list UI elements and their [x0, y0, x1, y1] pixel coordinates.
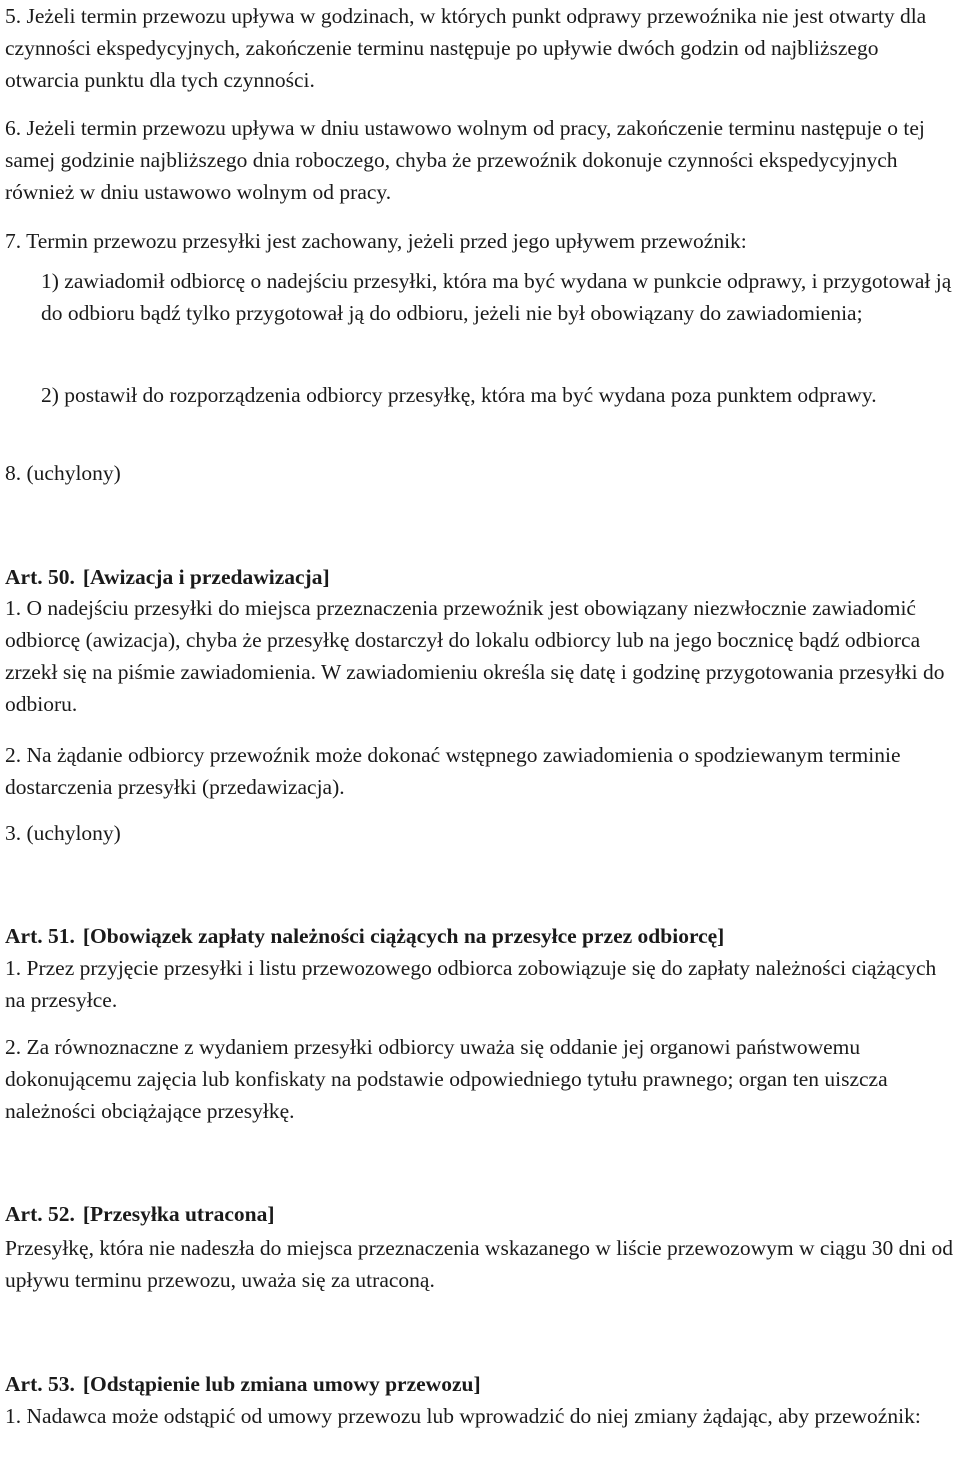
article-label: Art. — [5, 1372, 43, 1396]
article-53-heading — [0, 1368, 481, 1400]
article-50-paragraph-1: 1. O nadejściu przesyłki do miejsca przeznaczenia przewoźnik jest obowiązany niezwłocznie zawiadomić odbiorcę (awizacja), chyba że przesyłkę dostarczył do lokalu odbiorcy lub na jego bocznicę bądź odbiorca zrzekł się na piśmie zawiadomienia. W zawiadomieniu określa się datę i godzinę przygotowania przesyłki do odbioru. — [5, 596, 945, 716]
article-51-paragraph-2: 2. Za równoznaczne z wydaniem przesyłki odbiorcy uważa się oddanie jej organowi państwowemu dokonującemu zajęcia lub konfiskaty na podstawie odpowiedniego tytułu prawnego; organ ten uiszcza należności obciążające przesyłkę. — [5, 1035, 888, 1123]
article-51-heading — [0, 920, 724, 952]
article-number: 51. — [47, 924, 75, 948]
paragraph-7: 7. Termin przewozu przesyłki jest zachowany, jeżeli przed jego upływem przewoźnik: — [5, 229, 747, 253]
article-50-heading — [0, 561, 330, 593]
article-number: 52. — [47, 1202, 75, 1226]
article-52-heading — [0, 1198, 275, 1230]
article-label: Art. — [5, 924, 43, 948]
article-title: [Obowiązek zapłaty należności ciążących na przesyłce przez odbiorcę] — [82, 924, 725, 948]
article-number: 50. — [47, 565, 75, 589]
paragraph-7-point-1: 1) zawiadomił odbiorcę o nadejściu przesyłki, która ma być wydana w punkcie odprawy, i przygotował ją do odbioru bądź tylko przygotował ją do odbioru, jeżeli nie był obowiązany do zawiadomienia; — [41, 269, 952, 325]
article-label: Art. — [5, 1202, 43, 1226]
paragraph-7-point-2: 2) postawił do rozporządzenia odbiorcy przesyłkę, która ma być wydana poza punktem odprawy. — [41, 383, 877, 407]
article-number: 53. — [47, 1372, 75, 1396]
article-51-paragraph-1: 1. Przez przyjęcie przesyłki i listu przewozowego odbiorca zobowiązuje się do zapłaty należności ciążących na przesyłce. — [5, 956, 937, 1012]
article-title: [Odstąpienie lub zmiana umowy przewozu] — [82, 1372, 481, 1396]
article-53-paragraph-1: 1. Nadawca może odstąpić od umowy przewozu lub wprowadzić do niej zmiany żądając, aby przewoźnik: — [5, 1404, 921, 1428]
article-title: [Przesyłka utracona] — [82, 1202, 275, 1226]
paragraph-8: 8. (uchylony) — [5, 461, 121, 485]
article-50-paragraph-2: 2. Na żądanie odbiorcy przewoźnik może dokonać wstępnego zawiadomienia o spodziewanym terminie dostarczenia przesyłki (przedawizacja). — [5, 743, 901, 799]
paragraph-6: 6. Jeżeli termin przewozu upływa w dniu ustawowo wolnym od pracy, zakończenie terminu następuje o tej samej godzinie najbliższego dnia roboczego, chyba że przewoźnik dokonuje czynności ekspedycyjnych również w dniu ustawowo wolnym od pracy. — [5, 116, 925, 204]
article-title: [Awizacja i przedawizacja] — [82, 565, 330, 589]
article-label: Art. — [5, 565, 43, 589]
article-52-paragraph-1: Przesyłkę, która nie nadeszła do miejsca przeznaczenia wskazanego w liście przewozowym w ciągu 30 dni od upływu terminu przewozu, uważa się za utraconą. — [5, 1236, 954, 1292]
paragraph-5: 5. Jeżeli termin przewozu upływa w godzinach, w których punkt odprawy przewoźnika nie jest otwarty dla czynności ekspedycyjnych, zakończenie terminu następuje po upływie dwóch godzin od najbliższego otwarcia punktu dla tych czynności. — [5, 4, 927, 92]
article-50-paragraph-3: 3. (uchylony) — [5, 821, 121, 845]
